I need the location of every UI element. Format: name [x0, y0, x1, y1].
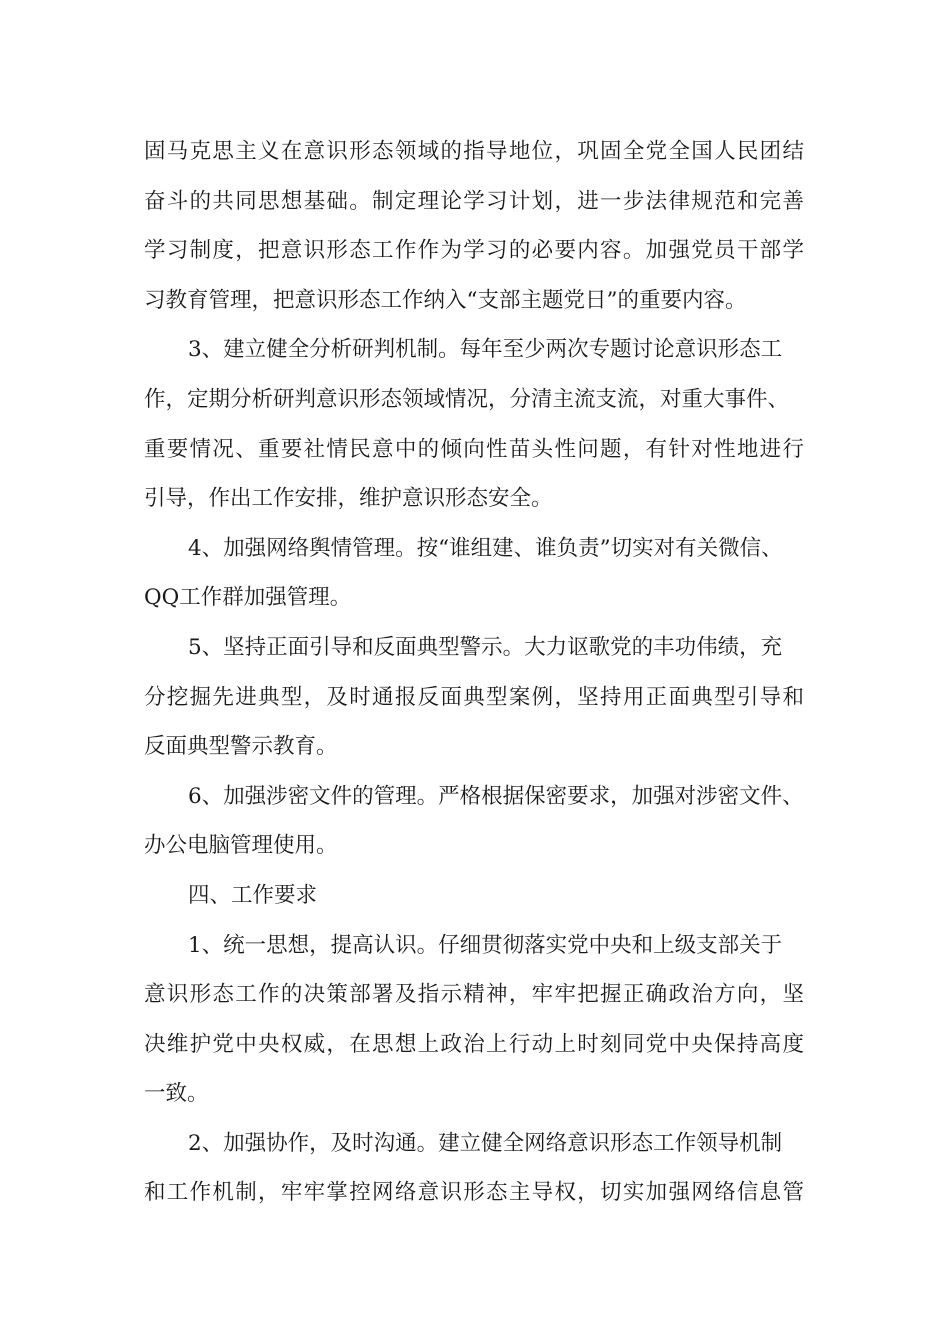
text-line: 作，定期分析研判意识形态领域情况，分清主流支流，对重大事件、	[144, 386, 790, 412]
section-heading: 四、工作要求	[188, 882, 318, 908]
paragraph-4-start: 4、加强网络舆情管理。按“谁组建、谁负责”切实对有关微信、	[188, 535, 783, 561]
text-line: 奋斗的共同思想基础。制定理论学习计划，进一步法律规范和完善	[144, 188, 804, 214]
text-line: 重要情况、重要社情民意中的倾向性苗头性问题，有针对性地进行	[144, 436, 804, 462]
requirement-1-start: 1、统一思想，提高认识。仔细贯彻落实党中央和上级支部关于	[188, 932, 783, 958]
text-line: QQ工作群加强管理。	[144, 585, 352, 611]
text-line: 反面典型警示教育。	[144, 734, 338, 760]
paragraph-6-start: 6、加强涉密文件的管理。严格根据保密要求，加强对涉密文件、	[188, 783, 804, 809]
text-line: 分挖掘先进典型，及时通报反面典型案例，坚持用正面典型引导和	[144, 684, 804, 710]
text-line: 办公电脑管理使用。	[144, 833, 338, 859]
text-line: 意识形态工作的决策部署及指示精神，牢牢把握正确政治方向，坚	[144, 982, 804, 1008]
requirement-2-start: 2、加强协作，及时沟通。建立健全网络意识形态工作领导机制	[188, 1130, 783, 1156]
text-line: 和工作机制，牢牢掌控网络意识形态主导权，切实加强网络信息管	[144, 1180, 804, 1206]
text-line: 决维护党中央权威，在思想上政治上行动上时刻同党中央保持高度	[144, 1031, 804, 1057]
text-line: 引导，作出工作安排，维护意识形态安全。	[144, 486, 553, 512]
text-line: 固马克思主义在意识形态领域的指导地位，巩固全党全国人民团结	[144, 139, 804, 164]
text-line: 学习制度，把意识形态工作作为学习的必要内容。加强党员干部学	[144, 238, 804, 264]
document-body	[144, 127, 824, 1218]
paragraph-3-start: 3、建立健全分析研判机制。每年至少两次专题讨论意识形态工	[188, 337, 783, 363]
text-line: 习教育管理，把意识形态工作纳入“支部主题党日”的重要内容。	[144, 287, 747, 313]
paragraph-5-start: 5、坚持正面引导和反面典型警示。大力讴歌党的丰功伟绩，充	[188, 634, 783, 660]
text-line: 一致。	[144, 1081, 209, 1107]
